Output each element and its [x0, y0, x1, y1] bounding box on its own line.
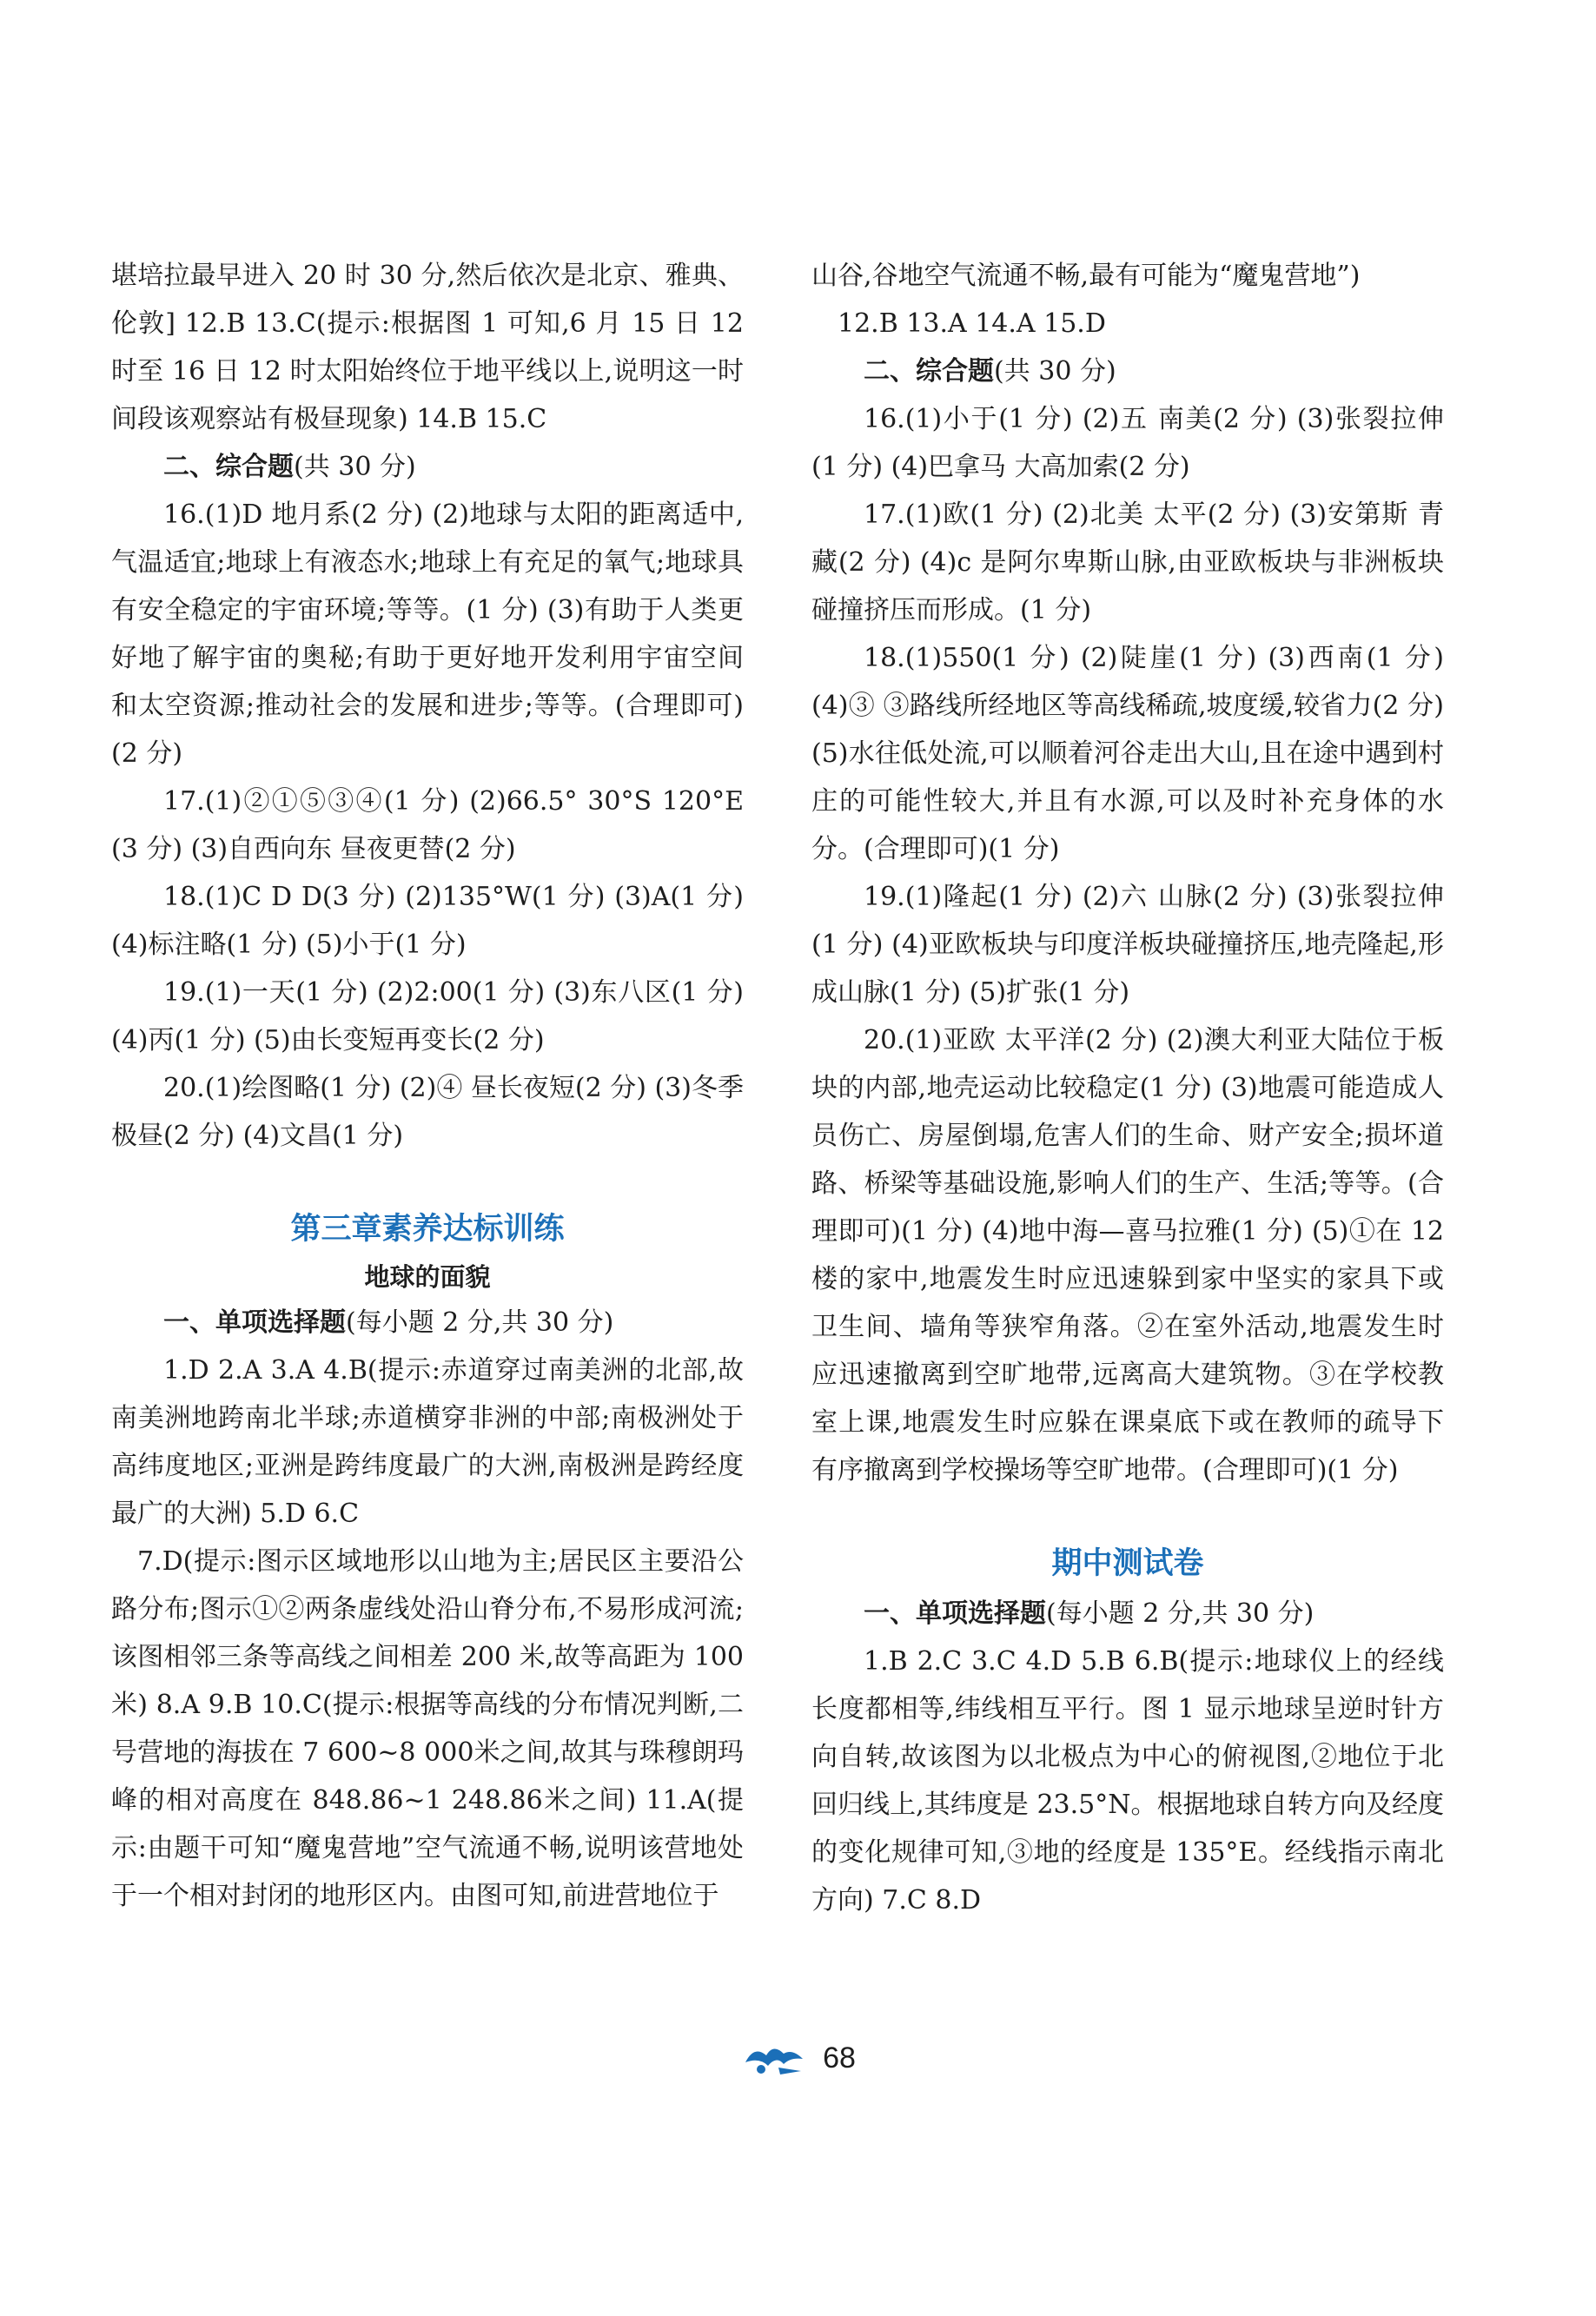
left-section-2-note: (共 30 分) [294, 452, 416, 482]
left-section-2-title: 二、综合题 [163, 452, 294, 482]
right-column [811, 252, 1444, 1924]
left-section-1-note: (每小题 2 分,共 30 分) [346, 1307, 614, 1338]
left-column [111, 252, 744, 1920]
chapter-title: 第三章素养达标训练 [290, 1212, 565, 1247]
left-q20: 20.(1)绘图略(1 分) (2)④ 昼长夜短(2 分) (3)冬季 极昼(2 分) (4)文昌(1 分) [111, 1073, 744, 1151]
right-answer-continued: 山谷,谷地空气流通不畅,最有可能为“魔鬼营地”) [811, 261, 1361, 291]
left-q17: 17.(1)②①⑤③④(1 分) (2)66.5° 30°S 120°E(3 分) (3)自西向东 昼夜更替(2 分) [111, 786, 744, 864]
left-q16: 16.(1)D 地月系(2 分) (2)地球与太阳的距离适中,气温适宜;地球上有液态水;地球上有充足的氧气;地球具有安全稳定的宇宙环境;等等。(1 分) (3)有助于人类更好地了解宇宙的奥秘;有助于更好地开发利用宇宙空间和太空资源;推动社会的发展和进步;等等。(合理即可)(2 分) [111, 500, 744, 769]
right-q16: 16.(1)小于(1 分) (2)五 南美(2 分) (3)张裂拉伸(1 分) (4)巴拿马 大高加索(2 分) [811, 404, 1444, 482]
left-section-1-heading [111, 1299, 744, 1347]
publisher-logo-icon [740, 2036, 810, 2080]
right-section-2-title: 二、综合题 [864, 356, 994, 387]
right-section-1-note: (每小题 2 分,共 30 分) [1046, 1598, 1315, 1629]
right-q19: 19.(1)隆起(1 分) (2)六 山脉(2 分) (3)张裂拉伸(1 分) (4)亚欧板块与印度洋板块碰撞挤压,地壳隆起,形成山脉(1 分) (5)扩张(1 分) [811, 882, 1444, 1008]
chapter-subtitle: 地球的面貌 [364, 1262, 491, 1292]
left-section-2-heading [111, 443, 744, 491]
right-section-2-note: (共 30 分) [994, 356, 1116, 387]
left-q19: 19.(1)一天(1 分) (2)2:00(1 分) (3)东八区(1 分) (4)丙(1 分) (5)由长变短再变长(2 分) [111, 977, 744, 1055]
left-mc-answers-2: 7.D(提示:图示区域地形以山地为主;居民区主要沿公路分布;图示①②两条虚线处沿山脊分布,不易形成河流;该图相邻三条等高线之间相差 200 米,故等高距为 100 米) 8.A 9.B 10.C(提示:根据等高线的分布情况判断,二号营地的海拔在 7 600~8 000米之间,故其与珠穆朗玛峰的相对高度在 848.86~1 248.86米之间) 11.A(提示:由题干可知“魔鬼营地”空气流通不畅,说明该营地处于一个相对封闭的地形区内。由图可知,前进营地位于 [111, 1546, 744, 1911]
right-midterm-answers: 1.B 2.C 3.C 4.D 5.B 6.B(提示:地球仪上的经线长度都相等,纬线相互平行。图 1 显示地球呈逆时针方向自转,故该图为以北极点为中心的俯视图,②地位于北回归线上,其纬度是 23.5°N。根据地球自转方向及经度的变化规律可知,③地的经度是 135°E。经线指示南北方向) 7.C 8.D [811, 1646, 1444, 1916]
right-section-1-heading [811, 1590, 1444, 1638]
page-number: 68 [823, 2041, 856, 2074]
right-mc-answers: 12.B 13.A 14.A 15.D [838, 308, 1106, 339]
midterm-title: 期中测试卷 [1051, 1546, 1204, 1581]
right-q18: 18.(1)550(1 分) (2)陡崖(1 分) (3)西南(1 分) (4)③ ③路线所经地区等高线稀疏,坡度缓,较省力(2 分) (5)水往低处流,可以顺着河谷走出大山,且在途中遇到村庄的可能性较大,并且有水源,可以及时补充身体的水分。(合理即可)(1 分) [811, 643, 1444, 864]
right-q17: 17.(1)欧(1 分) (2)北美 太平(2 分) (3)安第斯 青藏(2 分) (4)c 是阿尔卑斯山脉,由亚欧板块与非洲板块碰撞挤压而形成。(1 分) [811, 500, 1444, 625]
right-section-2-heading [811, 347, 1444, 395]
left-answer-block-1: 堪培拉最早进入 20 时 30 分,然后依次是北京、雅典、伦敦] 12.B 13.C(提示:根据图 1 可知,6 月 15 日 12 时至 16 日 12 时太阳始终位于地平线以上,说明这一时间段该观察站有极昼现象) 14.B 15.C [111, 261, 744, 434]
left-mc-answers-1: 1.D 2.A 3.A 4.B(提示:赤道穿过南美洲的北部,故南美洲地跨南北半球;赤道横穿非洲的中部;南极洲处于高纬度地区;亚洲是跨纬度最广的大洲,南极洲是跨经度最广的大洲) 5.D 6.C [111, 1355, 744, 1529]
left-section-1-title: 一、单项选择题 [163, 1307, 346, 1338]
right-q20: 20.(1)亚欧 太平洋(2 分) (2)澳大利亚大陆位于板块的内部,地壳运动比较稳定(1 分) (3)地震可能造成人员伤亡、房屋倒塌,危害人们的生命、财产安全;损坏道路、桥梁等基础设施,影响人们的生产、生活;等等。(合理即可)(1 分) (4)地中海—喜马拉雅(1 分) (5)①在 12 楼的家中,地震发生时应迅速躲到家中坚实的家具下或卫生间、墙角等狭窄角落。②在室外活动,地震发生时应迅速撤离到空旷地带,远离高大建筑物。③在学校教室上课,地震发生时应躲在课桌底下或在教师的疏导下有序撤离到学校操场等空旷地带。(合理即可)(1 分) [811, 1025, 1444, 1486]
right-section-1-title: 一、单项选择题 [864, 1598, 1046, 1629]
page-footer [0, 2036, 1596, 2080]
left-q18: 18.(1)C D D(3 分) (2)135°W(1 分) (3)A(1 分) (4)标注略(1 分) (5)小于(1 分) [111, 882, 744, 960]
